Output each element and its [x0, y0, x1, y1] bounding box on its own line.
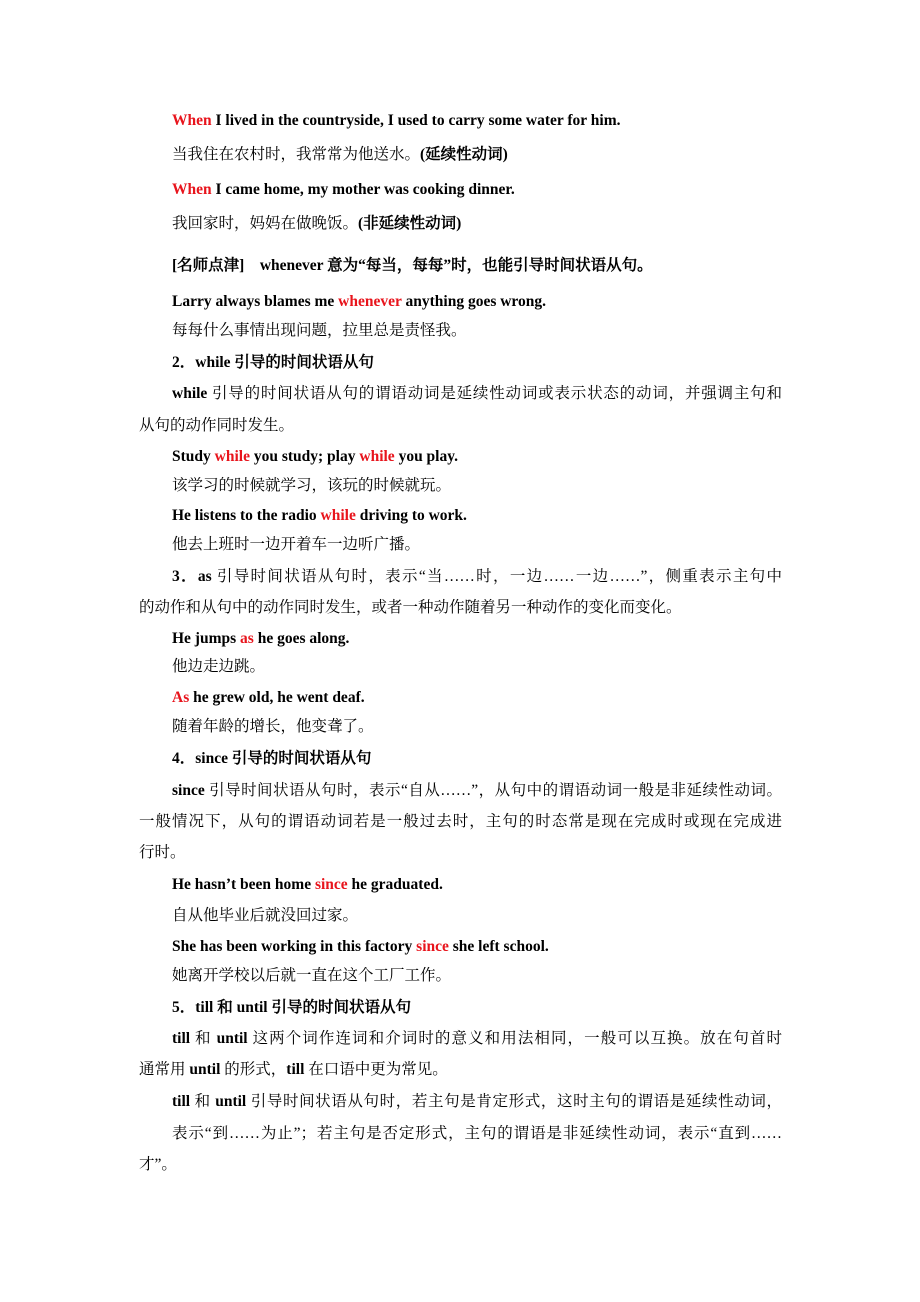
text-segment: She has been working in this factory	[172, 938, 417, 955]
text-segment: I lived in the countryside, I used to carry some water for him.	[211, 112, 621, 129]
text-segment: He hasn’t been home	[172, 876, 315, 893]
text-segment: 才”。	[139, 1156, 177, 1173]
text-segment: 2．while 引导的时间状语从句	[172, 354, 374, 371]
text-segment: 3．as	[172, 568, 212, 585]
text-line	[172, 214, 461, 234]
text-line	[139, 1155, 177, 1175]
text-segment: I came home, my mother was cooking dinner.	[211, 181, 515, 198]
text-line	[172, 629, 349, 649]
text-segment: Study	[172, 448, 215, 465]
text-segment: till	[172, 1030, 191, 1047]
text-line	[172, 688, 365, 708]
text-line	[172, 875, 443, 895]
text-segment: until	[216, 1030, 248, 1047]
text-segment: 他边走边跳。	[172, 658, 266, 675]
text-segment: 自从他毕业后就没回过家。	[172, 907, 359, 924]
text-segment: he grew old, he went deaf.	[189, 689, 365, 706]
text-segment: 引导的时间状语从句的谓语动词是延续性动词或表示状态的动词，并强调主句和	[207, 385, 782, 402]
text-segment: she left school.	[448, 938, 549, 955]
text-line	[172, 657, 265, 677]
highlighted-conjunction: whenever	[338, 293, 402, 310]
text-line	[172, 256, 653, 276]
text-segment: you play.	[394, 448, 459, 465]
text-line	[139, 416, 294, 436]
text-line	[172, 384, 782, 404]
text-segment: you study; play	[249, 448, 360, 465]
text-segment: 表示“到……为止”；若主句是否定形式，主句的谓语是非延续性动词，表示“直到……	[172, 1125, 782, 1142]
text-segment: He listens to the radio	[172, 507, 321, 524]
text-segment: 在口语中更为常见。	[304, 1061, 448, 1078]
text-segment: anything goes wrong.	[401, 293, 547, 310]
highlighted-conjunction: When	[172, 181, 212, 198]
text-segment: 她离开学校以后就一直在这个工厂工作。	[172, 967, 452, 984]
text-line	[172, 567, 782, 587]
text-segment: 当我住在农村时，我常常为他送水。	[172, 146, 421, 163]
text-line	[139, 812, 782, 832]
text-segment: 引导时间状语从句时，表示“自从……”，从句中的谓语动词一般是非延续性动词。	[204, 782, 782, 799]
text-line	[172, 1092, 782, 1112]
text-line	[172, 998, 411, 1018]
text-line	[172, 1124, 782, 1144]
text-line	[139, 1060, 448, 1080]
highlighted-conjunction: while	[320, 507, 356, 524]
highlighted-conjunction: while	[214, 448, 250, 465]
highlighted-conjunction: as	[240, 630, 254, 647]
text-segment: 一般情况下，从句的谓语动词若是一般过去时，主句的时态常是现在完成时或现在完成进	[139, 813, 782, 830]
text-line	[172, 535, 420, 555]
text-line	[172, 447, 458, 467]
text-segment: Larry always blames me	[172, 293, 339, 310]
text-segment: 我回家时，妈妈在做晚饭。	[172, 215, 359, 232]
text-line	[172, 180, 515, 200]
text-segment: 随着年龄的增长，他变聋了。	[172, 718, 374, 735]
highlighted-conjunction: since	[314, 876, 348, 893]
text-segment: he goes along.	[253, 630, 350, 647]
text-segment: since	[172, 782, 205, 799]
text-segment: 引导时间状语从句时，若主句是肯定形式，这时主句的谓语是延续性动词，	[246, 1093, 782, 1110]
text-segment: till	[286, 1061, 305, 1078]
text-segment: 5．till 和 until 引导的时间状语从句	[172, 999, 411, 1016]
text-segment: 的动作和从句中的动作同时发生，或者一种动作随着另一种动作的变化而变化。	[139, 599, 682, 616]
text-segment: 的形式，	[220, 1061, 287, 1078]
text-segment: he graduated.	[347, 876, 443, 893]
text-line	[172, 781, 782, 801]
text-line	[172, 145, 508, 165]
text-line	[172, 292, 546, 312]
text-segment: while	[172, 385, 208, 402]
text-segment: 和	[190, 1030, 217, 1047]
text-line	[172, 111, 620, 131]
highlighted-conjunction: while	[359, 448, 395, 465]
text-segment: until	[215, 1093, 247, 1110]
text-segment: 这两个词作连词和介词时的意义和用法相同，一般可以互换。放在句首时	[247, 1030, 782, 1047]
text-line	[139, 843, 186, 863]
text-segment: until	[189, 1061, 221, 1078]
text-line	[172, 749, 371, 769]
text-segment: 4．since 引导的时间状语从句	[172, 750, 372, 767]
text-line	[172, 353, 374, 373]
text-segment: till	[172, 1093, 191, 1110]
text-segment: 引导时间状语从句时，表示“当……时，一边……一边……”，侧重表示主句中	[211, 568, 782, 585]
text-segment: (非延续性动词)	[358, 215, 462, 232]
text-line	[172, 1029, 782, 1049]
text-segment: 他去上班时一边开着车一边听广播。	[172, 536, 421, 553]
text-segment: [名师点津] whenever 意为“每当，每每”时，也能引导时间状语从句。	[172, 257, 653, 274]
text-segment: 该学习的时候就学习，该玩的时候就玩。	[172, 477, 452, 494]
text-segment: He jumps	[172, 630, 241, 647]
text-segment: 和	[190, 1093, 216, 1110]
text-line	[172, 937, 549, 957]
text-segment: (延续性动词)	[420, 146, 508, 163]
text-segment: driving to work.	[355, 507, 467, 524]
text-line	[172, 506, 467, 526]
text-line	[139, 598, 682, 618]
text-line	[172, 966, 451, 986]
highlighted-conjunction: When	[172, 112, 212, 129]
text-line	[172, 906, 358, 926]
text-line	[172, 717, 374, 737]
text-segment: 通常用	[139, 1061, 190, 1078]
text-line	[172, 476, 451, 496]
text-line	[172, 321, 467, 341]
text-segment: 每每什么事情出现问题，拉里总是责怪我。	[172, 322, 467, 339]
highlighted-conjunction: since	[416, 938, 449, 955]
text-segment: 行时。	[139, 844, 186, 861]
text-segment: 从句的动作同时发生。	[139, 417, 295, 434]
highlighted-conjunction: As	[172, 689, 190, 706]
